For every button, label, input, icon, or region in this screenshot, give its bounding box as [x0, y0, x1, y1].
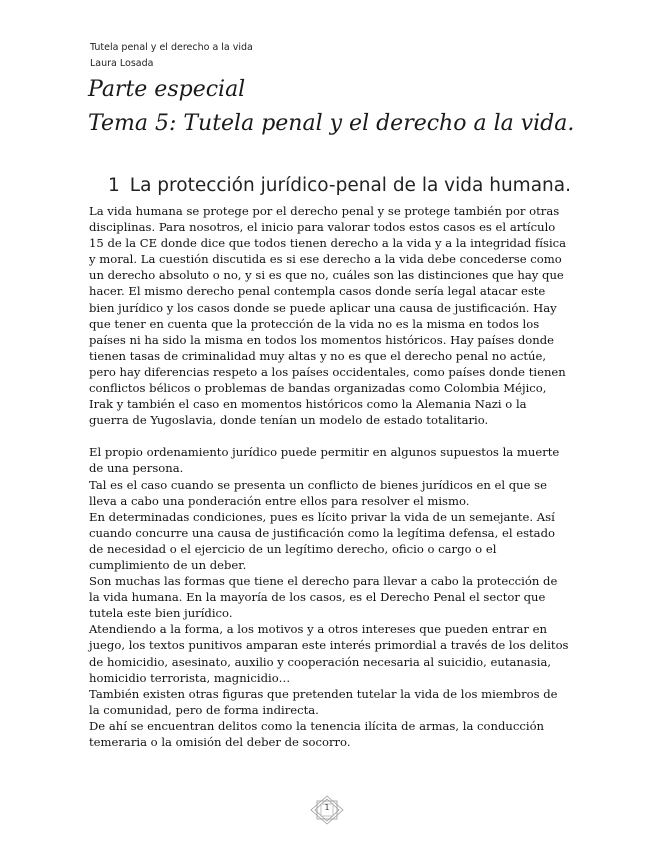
section-number: 1	[108, 175, 120, 196]
paragraph: En determinadas condiciones, pues es lícito privar la vida de un semejante. Así cuando concurre una causa de justificación como la legítima defensa, el estado de necesidad o el ejercicio de un legítimo derecho, oficio o cargo o el cumplimiento de un deber.	[89, 509, 555, 572]
paragraph: El propio ordenamiento jurídico puede permitir en algunos supuestos la muerte de una persona.	[89, 445, 560, 476]
body-text	[89, 203, 569, 750]
paragraph: Atendiendo a la forma, a los motivos y a otros intereses que pueden entrar en juego, los textos punitivos amparan este interés primordial a través de los delitos de homicidio, asesinato, auxilio y cooperación necesaria al suicidio, eutanasia, homicidio terrorista, magnicidio…	[89, 622, 569, 685]
page-number: 1	[324, 803, 330, 812]
header-author: Laura Losada	[90, 58, 154, 69]
paragraph: Son muchas las formas que tiene el derecho para llevar a cabo la protección de la vida humana. En la mayoría de los casos, es el Derecho Penal el sector que tutela este bien jurídico.	[89, 574, 558, 621]
paragraph: De ahí se encuentran delitos como la tenencia ilícita de armas, la conducción temeraria o la omisión del deber de socorro.	[89, 718, 545, 749]
running-header	[90, 40, 253, 72]
paragraph: También existen otras figuras que pretenden tutelar la vida de los miembros de la comunidad, pero de forma indirecta.	[89, 686, 558, 717]
header-doc-title: Tutela penal y el derecho a la vida	[90, 42, 253, 53]
part-title: Parte especial	[88, 77, 246, 102]
section-heading-text: La protección jurídico-penal de la vida humana.	[129, 175, 571, 196]
paragraph: Tal es el caso cuando se presenta un conflicto de bienes jurídicos en el que se lleva a cabo una ponderación entre ellos para resolver el mismo.	[89, 477, 547, 508]
paragraph: La vida humana se protege por el derecho penal y se protege también por otras disciplinas. Para nosotros, el inicio para valorar todos estos casos es el artículo 15 de la CE donde dice que todos tienen derecho a la vida y a la integridad física y moral. La cuestión discutida es si ese derecho a la vida debe concederse como un derecho absoluto o no, y si es que no, cuáles son las distinciones que hay que hacer. El mismo derecho penal contempla casos donde sería legal atacar este bien jurídico y los casos donde se puede aplicar una causa de justificación. Hay que tener en cuenta que la protección de la vida no es la misma en todos los países ni ha sido la misma en todos los momentos históricos. Hay países donde tienen tasas de criminalidad muy altas y no es que el derecho penal no actúe, pero hay diferencias respeto a los países occidentales, como países donde tienen conflictos bélicos o problemas de bandas organizadas como Colombia Méjico, Irak y también el caso en momentos históricos como la Alemania Nazi o la guerra de Yugoslavia, donde tenían un modelo de estado totalitario.	[89, 204, 567, 428]
topic-title: Tema 5: Tutela penal y el derecho a la vida.	[88, 111, 575, 136]
section-heading	[108, 175, 571, 196]
